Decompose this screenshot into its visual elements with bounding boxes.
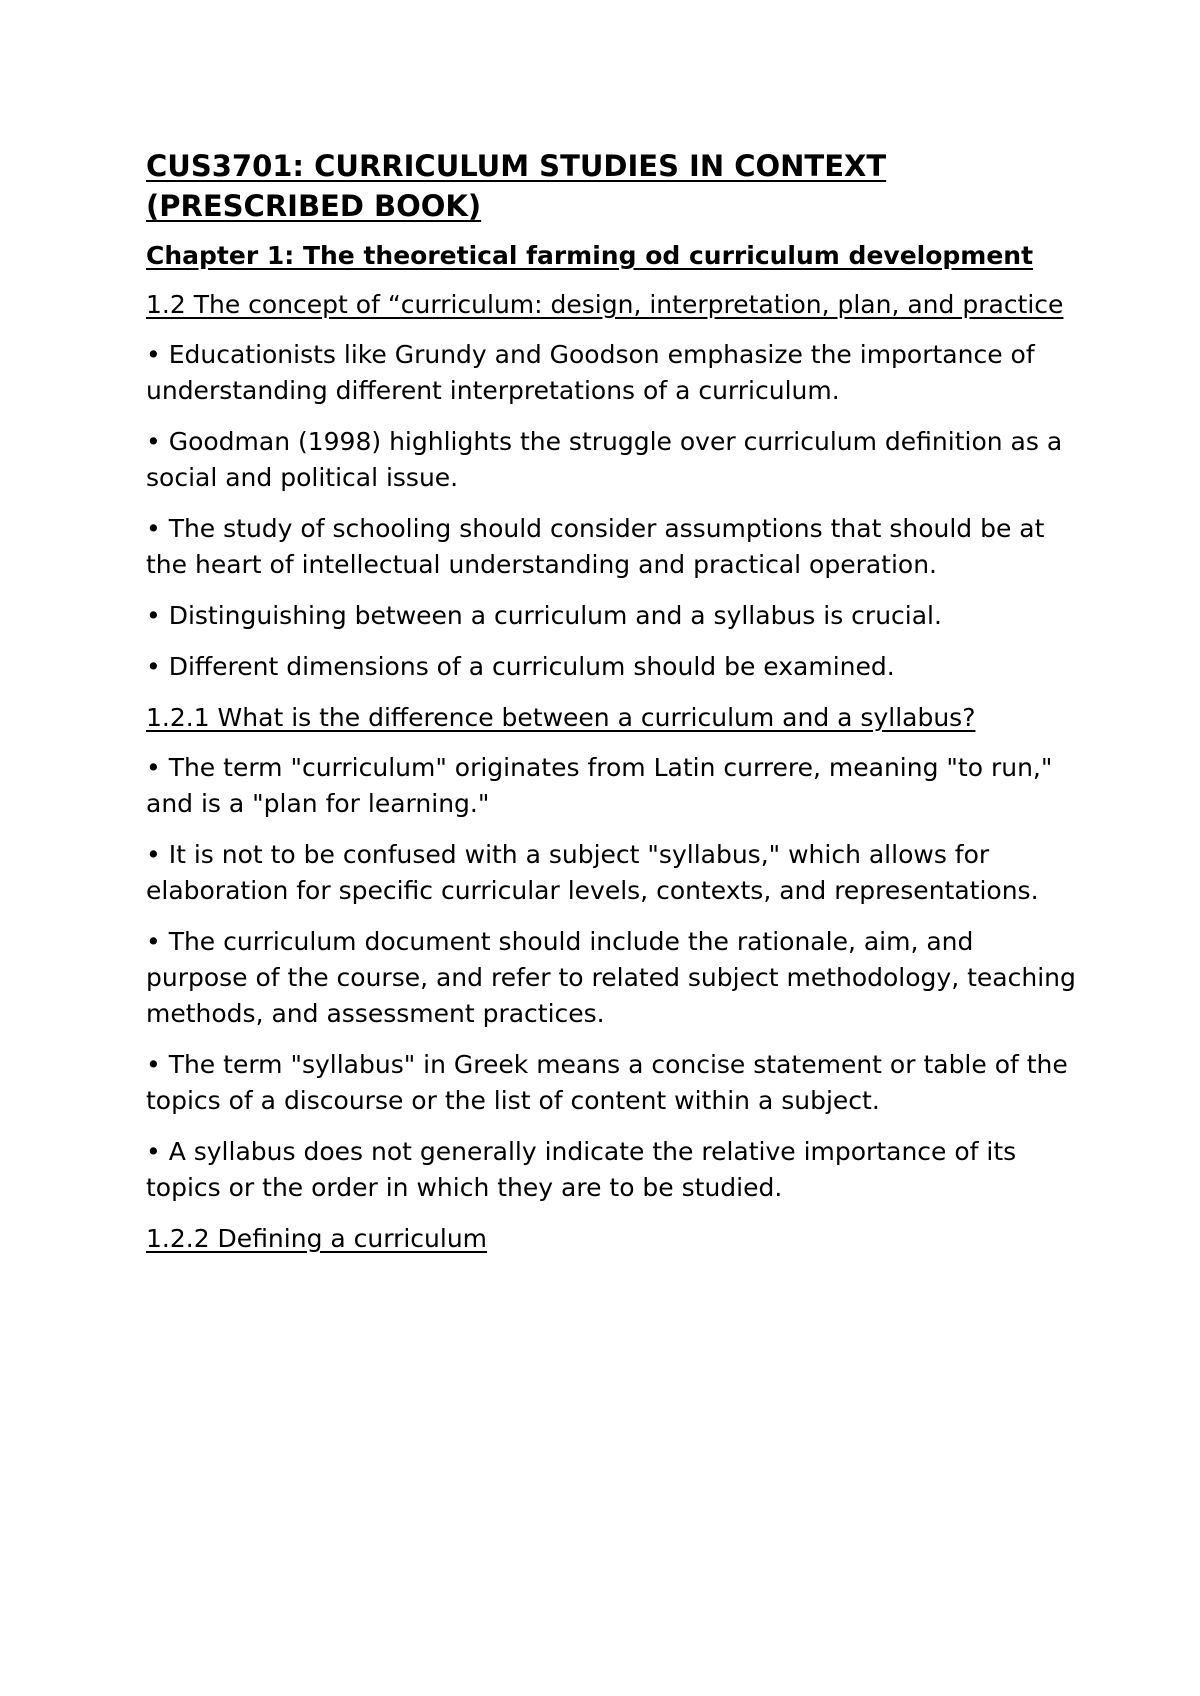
chapter-heading: Chapter 1: The theoretical farming od curriculum development <box>146 241 1034 270</box>
bullet-item: • It is not to be confused with a subject "syllabus," which allows for elaboration for specific curricular levels, contexts, and representations. <box>146 840 1039 905</box>
document-title: CUS3701: CURRICULUM STUDIES IN CONTEXT (PRESCRIBED BOOK) <box>146 149 887 223</box>
section-heading-1-2: 1.2 The concept of “curriculum: design, interpretation, plan, and practice <box>146 290 1064 319</box>
bullet-item: • The term "curriculum" originates from Latin currere, meaning "to run," and is a "plan for learning." <box>146 753 1053 818</box>
bullet-item: • Goodman (1998) highlights the struggle over curriculum definition as a social and political issue. <box>146 427 1063 492</box>
bullet-item: • The study of schooling should consider assumptions that should be at the heart of intellectual understanding and practical operation. <box>146 514 1045 579</box>
bullet-item: • Educationists like Grundy and Goodson emphasize the importance of understanding different interpretations of a curriculum. <box>146 340 1035 405</box>
bullet-item: • Different dimensions of a curriculum should be examined. <box>146 652 895 681</box>
bullet-item: • Distinguishing between a curriculum and a syllabus is crucial. <box>146 601 942 630</box>
bullet-item: • The term "syllabus" in Greek means a concise statement or table of the topics of a discourse or the list of content within a subject. <box>146 1050 1068 1115</box>
bullet-item: • The curriculum document should include the rationale, aim, and purpose of the course, and refer to related subject methodology, teaching methods, and assessment practices. <box>146 927 1076 1028</box>
bullet-item: • A syllabus does not generally indicate the relative importance of its topics or the order in which they are to be studied. <box>146 1137 1017 1202</box>
document-page <box>146 146 1076 1271</box>
section-heading-1-2-1: 1.2.1 What is the difference between a curriculum and a syllabus? <box>146 703 976 732</box>
section-heading-1-2-2: 1.2.2 Defining a curriculum <box>146 1224 488 1253</box>
